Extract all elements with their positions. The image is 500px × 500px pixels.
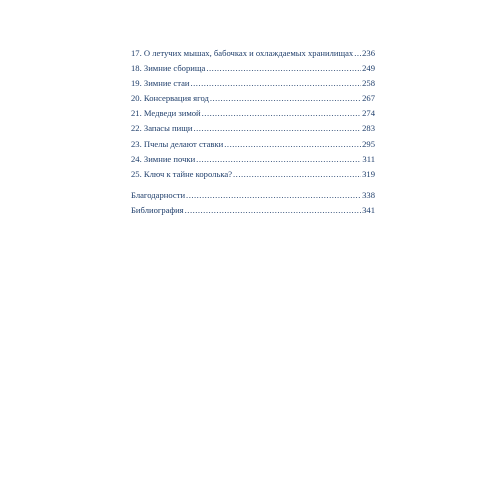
toc-entry-page-number: 283 (362, 123, 375, 134)
toc-entry-chapter-20 (131, 91, 375, 106)
toc-entry-title: 25. Ключ к тайне королька? (131, 168, 233, 179)
toc-entry-title: Благодарности (131, 189, 186, 200)
toc-entry-page-number: 267 (362, 93, 375, 104)
toc-entry-acknowledgements (131, 188, 375, 203)
toc-entry-chapter-24 (131, 152, 375, 167)
toc-entry-title: 24. Зимние почки (131, 153, 196, 164)
toc-entry-bibliography (131, 203, 375, 218)
toc-entry-page-number: 311 (362, 153, 375, 164)
toc-entry-title: 18. Зимние сборища (131, 63, 206, 74)
toc-entry-chapter-23 (131, 137, 375, 152)
dot-leader (210, 91, 361, 106)
dot-leader (202, 106, 361, 121)
dot-leader (233, 167, 361, 182)
dot-leader (224, 137, 361, 152)
dot-leader (186, 188, 361, 203)
toc-entry-page-number: 258 (362, 78, 375, 89)
dot-leader (206, 61, 361, 76)
toc-entry-title: 21. Медведи зимой (131, 108, 201, 119)
dot-leader (193, 121, 361, 136)
toc-entry-page-number: 274 (362, 108, 375, 119)
toc-entry-chapter-21 (131, 106, 375, 121)
toc-entry-page-number: 319 (362, 168, 375, 179)
toc-entry-chapter-25 (131, 167, 375, 182)
toc-entry-page-number: 341 (362, 204, 375, 215)
table-of-contents (131, 46, 375, 218)
toc-entry-chapter-22 (131, 121, 375, 136)
toc-entry-title: Библиография (131, 204, 184, 215)
toc-entry-title: 17. О летучих мышах, бабочках и охлаждаемых хранилищах (131, 48, 354, 58)
toc-entry-page-number: 338 (362, 189, 375, 200)
toc-entry-chapter-18 (131, 61, 375, 76)
toc-entry-page-number: 295 (362, 138, 375, 149)
dot-leader (185, 203, 361, 218)
toc-entry-page-number: 236 (362, 48, 375, 58)
toc-entry-chapter-17 (131, 46, 375, 61)
toc-entry-title: 19. Зимние стаи (131, 78, 190, 89)
dot-leader (196, 152, 361, 167)
toc-entry-title: 20. Консервация ягод (131, 93, 209, 104)
dot-leader (190, 76, 361, 91)
dot-leader (354, 46, 361, 61)
toc-entry-title: 23. Пчелы делают ставки (131, 138, 224, 149)
toc-entry-title: 22. Запасы пищи (131, 123, 193, 134)
toc-entry-chapter-19 (131, 76, 375, 91)
toc-entry-page-number: 249 (362, 63, 375, 74)
